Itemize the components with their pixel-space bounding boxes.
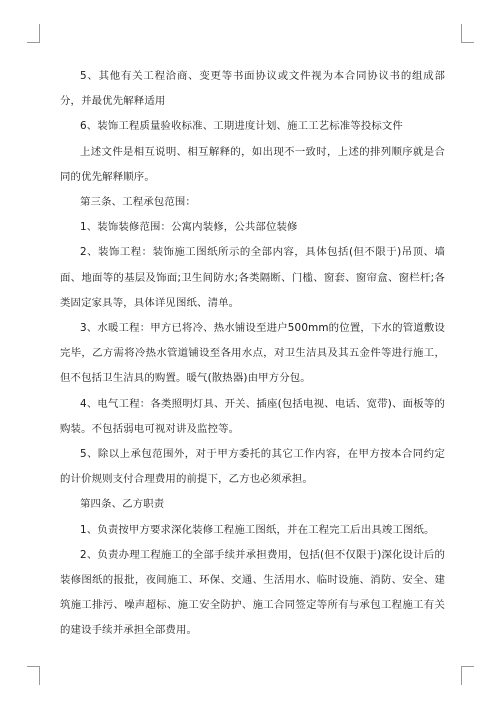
clause-paragraph: 1、负责按甲方要求深化装修工程施工图纸，并在工程完工后出具竣工图纸。 [80,523,435,536]
document-body [60,64,445,644]
clause-paragraph: 4、电气工程：各类照明灯具、开关、插座(包括电视、电话、宽带)、面板等的购装。不包括弱电可视对讲及监控等。 [60,397,445,435]
crop-mark-top-right [461,24,474,43]
section-heading: 第三条、工程承包范围： [80,196,196,209]
clause-paragraph: 5、其他有关工程洽商、变更等书面协议或文件视为本合同协议书的组成部分，并最优先解释适用 [60,70,445,108]
clause-paragraph: 2、负责办理工程施工的全部手续并承担费用，包括(但不仅限于)深化设计后的装修图纸的报批，夜间施工、环保、交通、生活用水、临时设施、消防、安全、建筑施工排污、噪声超标、施工安全防护、施工合同签定等所有与承包工程施工有关的建设手续并承担全部费用。 [60,548,445,637]
crop-mark-bottom-left [27,666,40,685]
crop-mark-bottom-right [461,666,474,685]
clause-paragraph: 2、装饰工程：装饰施工图纸所示的全部内容，具体包括(但不限于)吊顶、墙面、地面等的基层及饰面;卫生间防水;各类隔断、门槛、窗套、窗帘盒、窗栏杆;各类固定家具等，具体详见图纸、清单。 [60,246,445,309]
clause-paragraph: 5、除以上承包范围外，对于甲方委托的其它工作内容，在甲方按本合同约定的计价规则支付合理费用的前提下，乙方也必须承担。 [60,448,445,486]
clause-paragraph: 3、水暖工程：甲方已将冷、热水铺设至进户500mm的位置，下水的管道敷设完毕，乙方需将冷热水管道铺设至各用水点，对卫生洁具及其五金件等进行施工，但不包括卫生洁具的购置。暖气(散热器)由甲方分包。 [60,322,445,385]
crop-mark-top-left [27,24,40,43]
clause-paragraph: 上述文件是相互说明、相互解释的，如出现不一致时，上述的排列顺序就是合同的优先解释顺序。 [60,145,445,183]
clause-paragraph: 1、装饰装修范围：公寓内装修，公共部位装修 [80,221,298,234]
clause-paragraph: 6、装饰工程质量验收标准、工期进度计划、施工工艺标准等投标文件 [80,120,403,133]
section-heading: 第四条、乙方职责 [80,498,165,511]
